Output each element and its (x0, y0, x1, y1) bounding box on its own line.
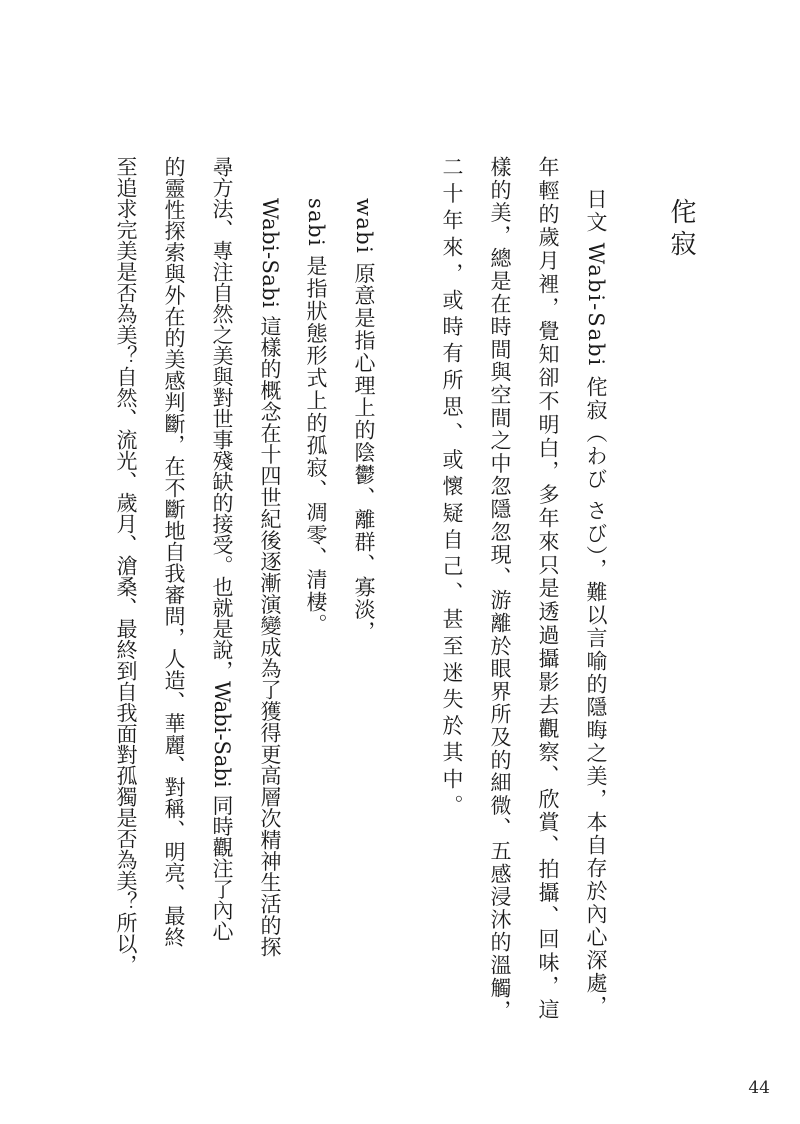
page-number: 44 (748, 1078, 770, 1098)
intro-line-3: 樣的美，總是在時間與空間之中忽隱忽現、游離於眼界所及的細微、五感浸沐的溫觸， (488, 156, 512, 1023)
definition-sabi: sabi 是指狀態形式上的孤寂、凋零、清棲。 (304, 198, 328, 636)
body-line-1: Wabi-Sabi 這樣的概念在十四世紀後逐漸演變成為了獲得更高層次精神生活的探 (258, 198, 282, 958)
body-line-3: 的靈性探索與外在的美感判斷，在不斷地自我審問，人造、華麗、對稱、明亮、最終 (162, 156, 186, 948)
intro-line-2: 年輕的歲月裡，覺知卻不明白，多年來只是透過攝影去觀察、欣賞、拍攝、回味，這 (536, 156, 560, 1022)
definition-wabi: wabi 原意是指心理上的陰鬱、離群、寡淡， (352, 198, 376, 644)
body-line-4: 至追求完美是否為美？自然、流光、歲月、滄桑、最終到自我面對孤獨是否為美？所以， (114, 156, 138, 975)
intro-line-1: 日文 Wabi-Sabi 侘寂（わび さび），難以言喻的隱晦之美，本自存於內心深處， (584, 188, 608, 1019)
intro-line-4: 二十年來，或時有所思、或懷疑自己、甚至迷失於其中。 (440, 156, 464, 821)
body-line-2: 尋方法、專注自然之美與對世事殘缺的接受。也就是說，Wabi-Sabi 同時觀注了內心 (210, 156, 234, 942)
page-title: 侘寂 (666, 198, 696, 262)
